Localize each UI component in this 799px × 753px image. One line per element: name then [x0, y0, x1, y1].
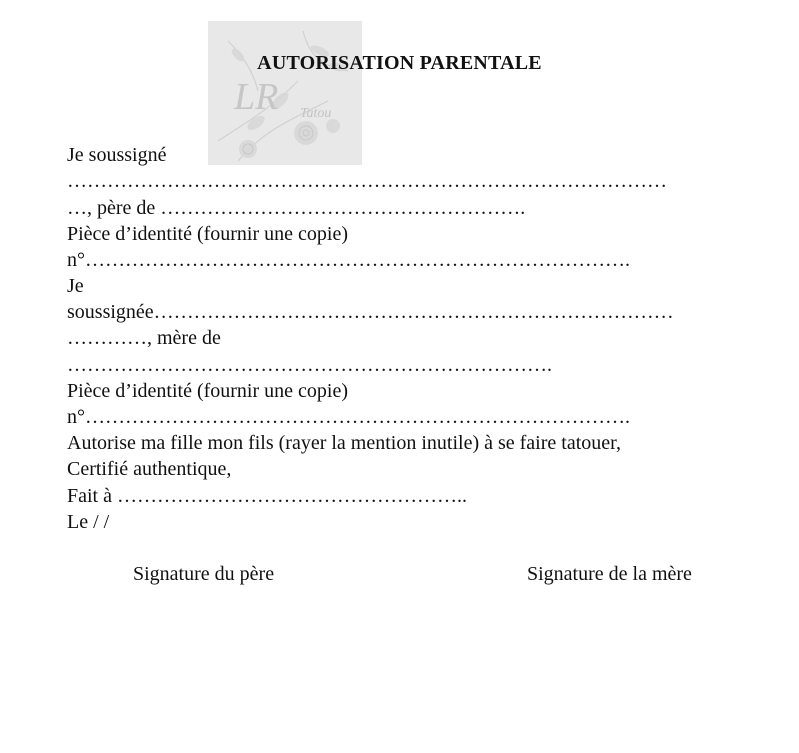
- father-id-number-line: n°……………………………………………………………………….: [67, 249, 630, 271]
- father-intro-line: Je soussigné: [67, 144, 167, 166]
- document-title: AUTORISATION PARENTALE: [257, 52, 542, 74]
- place-line: Fait à ……………………………………………..: [67, 485, 467, 507]
- floral-watermark-image: [208, 21, 362, 165]
- mother-of-line: …………, mère de: [67, 327, 221, 349]
- svg-text:LR: LR: [234, 76, 279, 118]
- mother-id-number-line: n°……………………………………………………………………….: [67, 406, 630, 428]
- certification-line: Certifié authentique,: [67, 458, 232, 480]
- signature-mother-label: Signature de la mère: [527, 563, 692, 585]
- father-id-label: Pièce d’identité (fournir une copie): [67, 223, 348, 245]
- mother-intro-line: Je: [67, 275, 84, 297]
- authorization-statement: Autorise ma fille mon fils (rayer la mention inutile) à se faire tatouer,: [67, 432, 622, 454]
- father-name-dotted-line: ………………………………………………………………………………: [67, 170, 667, 192]
- mother-name-line: soussignée……………………………………………………………………: [67, 301, 674, 323]
- svg-text:Tatou: Tatou: [300, 106, 332, 121]
- logo-watermark: [208, 21, 362, 165]
- mother-id-label: Pièce d’identité (fournir une copie): [67, 380, 348, 402]
- date-line: Le / /: [67, 511, 110, 533]
- signature-father-label: Signature du père: [133, 563, 275, 585]
- mother-child-dotted-line: ……………………………………………………………….: [67, 354, 552, 376]
- father-of-line: …, père de ……………………………………………….: [67, 197, 526, 219]
